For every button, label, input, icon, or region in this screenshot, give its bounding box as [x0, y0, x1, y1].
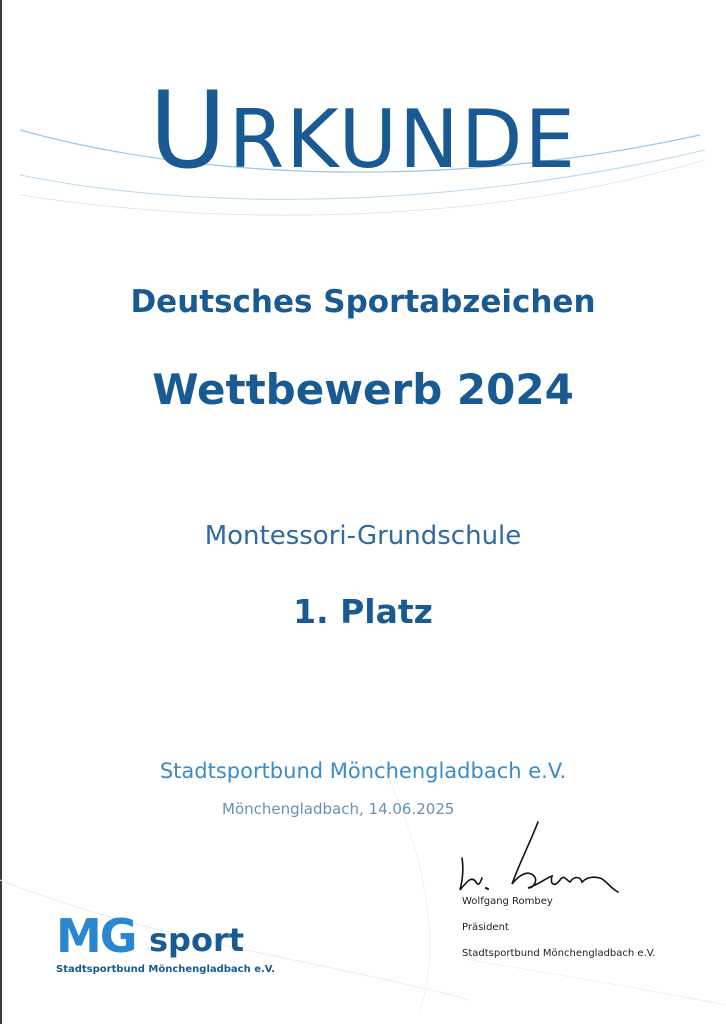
wave-line [470, 960, 726, 1005]
mgsport-logo [56, 910, 276, 980]
signer-name: Wolfgang Rombey [462, 896, 553, 907]
certificate-title: URKUNDE [148, 69, 578, 192]
recipient-name: Montessori-Grundschule [204, 521, 522, 551]
certificate-subtitle: Deutsches Sportabzeichen [130, 284, 596, 320]
place-and-date: Mönchengladbach, 14.06.2025 [222, 800, 455, 818]
issuing-organization: Stadtsportbund Mönchengladbach e.V. [159, 759, 567, 783]
signer-organization: Stadtsportbund Mönchengladbach e.V. [462, 948, 656, 959]
signature-icon [450, 818, 630, 898]
placement: 1. Platz [293, 592, 433, 631]
competition-title: Wettbewerb 2024 [152, 365, 574, 414]
logo-tagline: Stadtsportbund Mönchengladbach e.V. [56, 964, 276, 975]
logo-word: sport [149, 921, 245, 959]
logo-mark: MG [56, 909, 136, 963]
signer-role: Präsident [462, 922, 509, 933]
